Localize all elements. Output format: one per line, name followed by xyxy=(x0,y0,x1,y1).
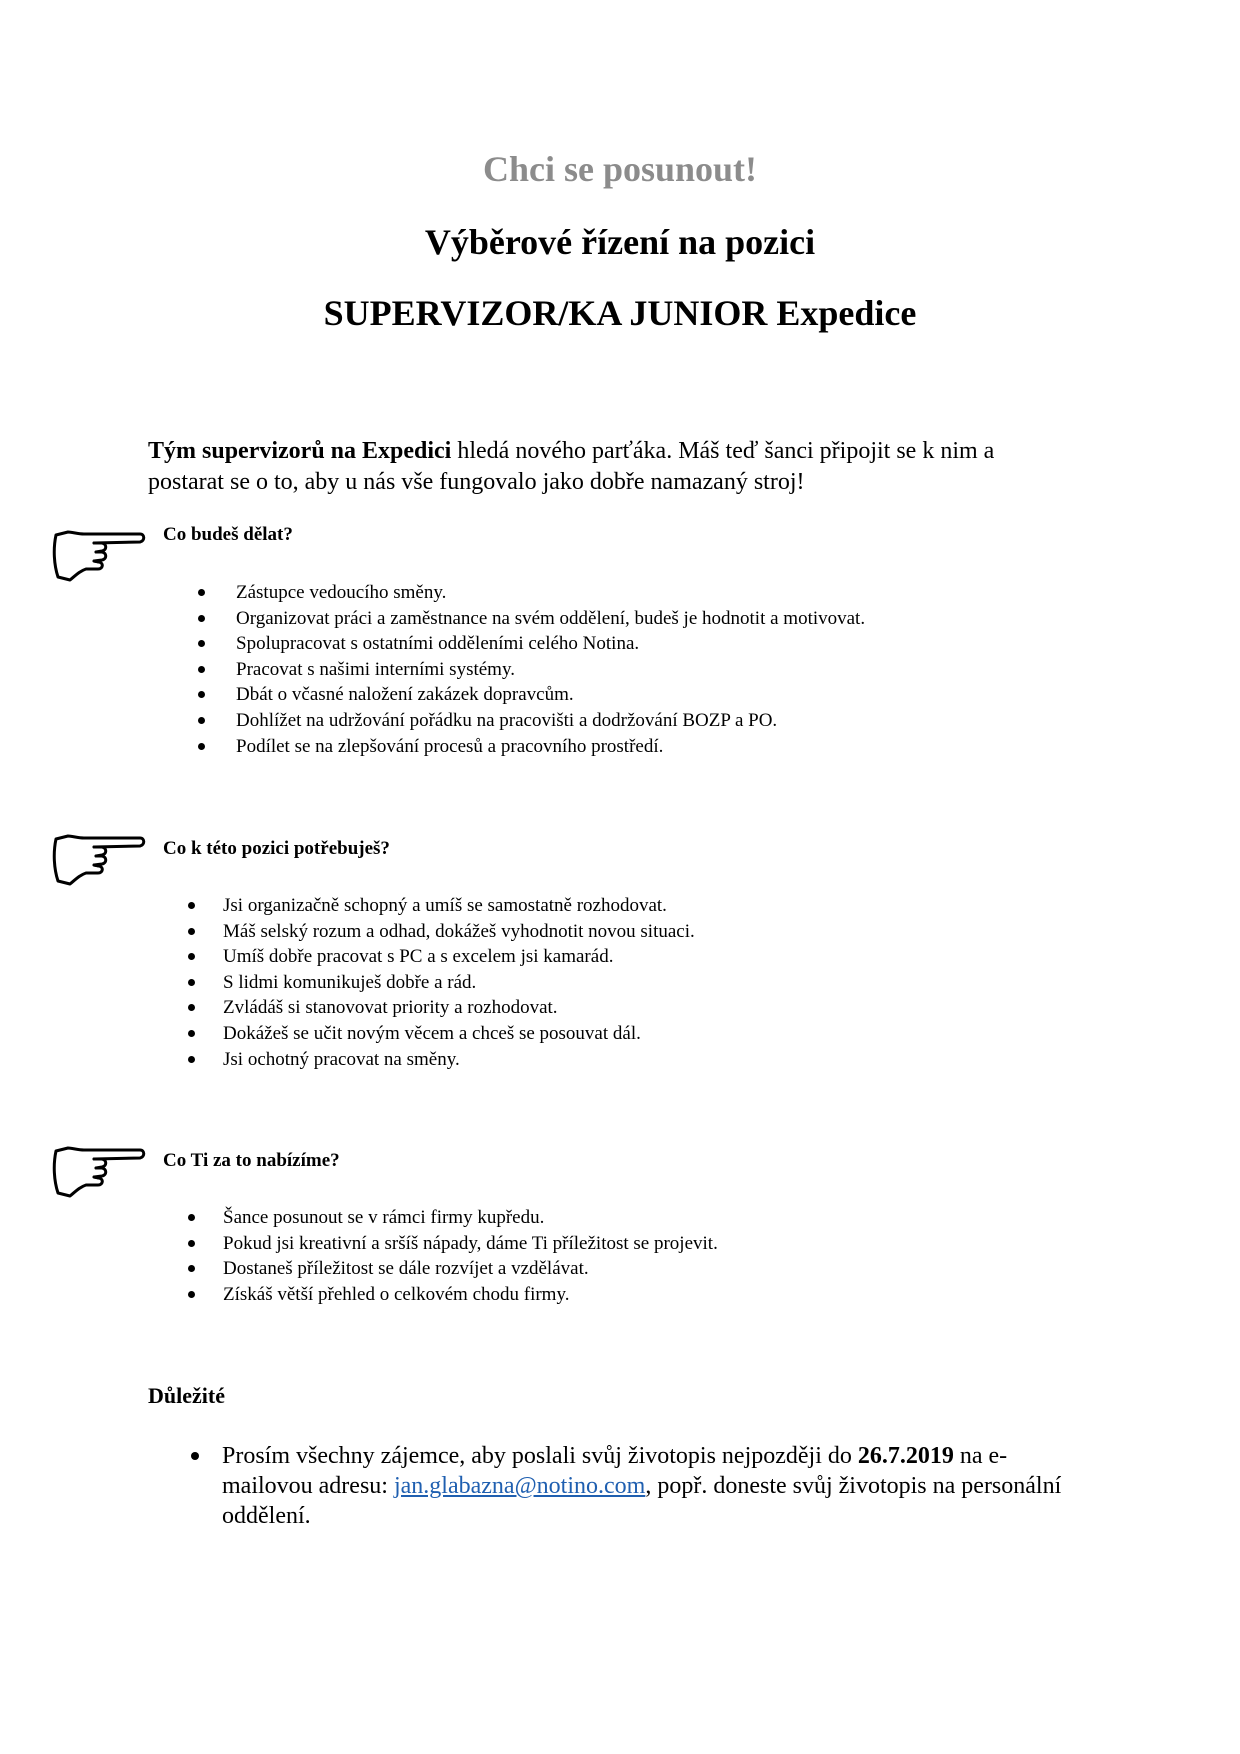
list-item: S lidmi komunikuješ dobře a rád. xyxy=(0,970,1240,996)
pointing-hand-icon xyxy=(50,527,146,585)
intro-bold-lead: Tým supervizorů na Expedici xyxy=(148,438,452,464)
section-heading-offer: Co Ti za to nabízíme? xyxy=(163,1150,340,1171)
list-item: Pokud jsi kreativní a sršíš nápady, dáme Ti příležitost se projevit. xyxy=(0,1231,1240,1257)
list-item: Organizovat práci a zaměstnance na svém oddělení, budeš je hodnotit a motivovat. xyxy=(0,606,1240,632)
tasks-list xyxy=(0,580,1240,759)
list-item: Spolupracovat s ostatními odděleními celého Notina. xyxy=(0,631,1240,657)
list-item: Umíš dobře pracovat s PC a s excelem jsi kamarád. xyxy=(0,944,1240,970)
list-item: Jsi ochotný pracovat na směny. xyxy=(0,1047,1240,1073)
tagline: Chci se posunout! xyxy=(482,149,758,189)
list-item: Dokážeš se učit novým věcem a chceš se posouvat dál. xyxy=(0,1021,1240,1047)
list-item: Dohlížet na udržování pořádku na pracovišti a dodržování BOZP a PO. xyxy=(0,708,1240,734)
list-item: Podílet se na zlepšování procesů a pracovního prostředí. xyxy=(0,734,1240,760)
intro-text: hledá nového parťáka. Máš teď šanci připojit se k nim a postarat se o to, aby u nás vše fungovalo jako dobře namazaný stroj! xyxy=(148,438,995,495)
position-title: SUPERVIZOR/KA JUNIOR Expedice xyxy=(323,293,917,333)
important-heading: Důležité xyxy=(148,1383,225,1408)
intro-paragraph xyxy=(148,436,1068,498)
section-heading-tasks: Co budeš dělat? xyxy=(163,524,293,545)
list-item: Šance posunout se v rámci firmy kupředu. xyxy=(0,1205,1240,1231)
list-item: Pracovat s našimi interními systémy. xyxy=(0,657,1240,683)
list-item: Zástupce vedoucího směny. xyxy=(0,580,1240,606)
email-link[interactable]: jan.glabazna@notino.com xyxy=(393,1473,646,1499)
pointing-hand-icon xyxy=(50,1143,146,1201)
list-item: Dbát o včasné naložení zakázek dopravcům. xyxy=(0,682,1240,708)
offer-list xyxy=(0,1205,1240,1307)
list-item: Zvládáš si stanovovat priority a rozhodovat. xyxy=(0,995,1240,1021)
pointing-hand-icon xyxy=(50,831,146,889)
important-paragraph: Prosím všechny zájemce, aby poslali svůj životopis nejpozději do 26.7.2019 na e-mailovou adresu: jan.glabazna@notino.com, popř. doneste svůj životopis na personální oddělení. xyxy=(222,1443,1062,1529)
list-item: Jsi organizačně schopný a umíš se samostatně rozhodovat. xyxy=(0,893,1240,919)
list-item: Získáš větší přehled o celkovém chodu firmy. xyxy=(0,1282,1240,1308)
list-item: Dostaneš příležitost se dále rozvíjet a vzdělávat. xyxy=(0,1256,1240,1282)
deadline-date: 26.7.2019 xyxy=(857,1443,954,1469)
requirements-list xyxy=(0,893,1240,1072)
page-title: Výběrové řízení na pozici xyxy=(424,222,816,262)
list-item: Máš selský rozum a odhad, dokážeš vyhodnotit novou situaci. xyxy=(0,919,1240,945)
bullet-dot xyxy=(191,1452,199,1460)
section-heading-requirements: Co k této pozici potřebuješ? xyxy=(163,838,390,859)
